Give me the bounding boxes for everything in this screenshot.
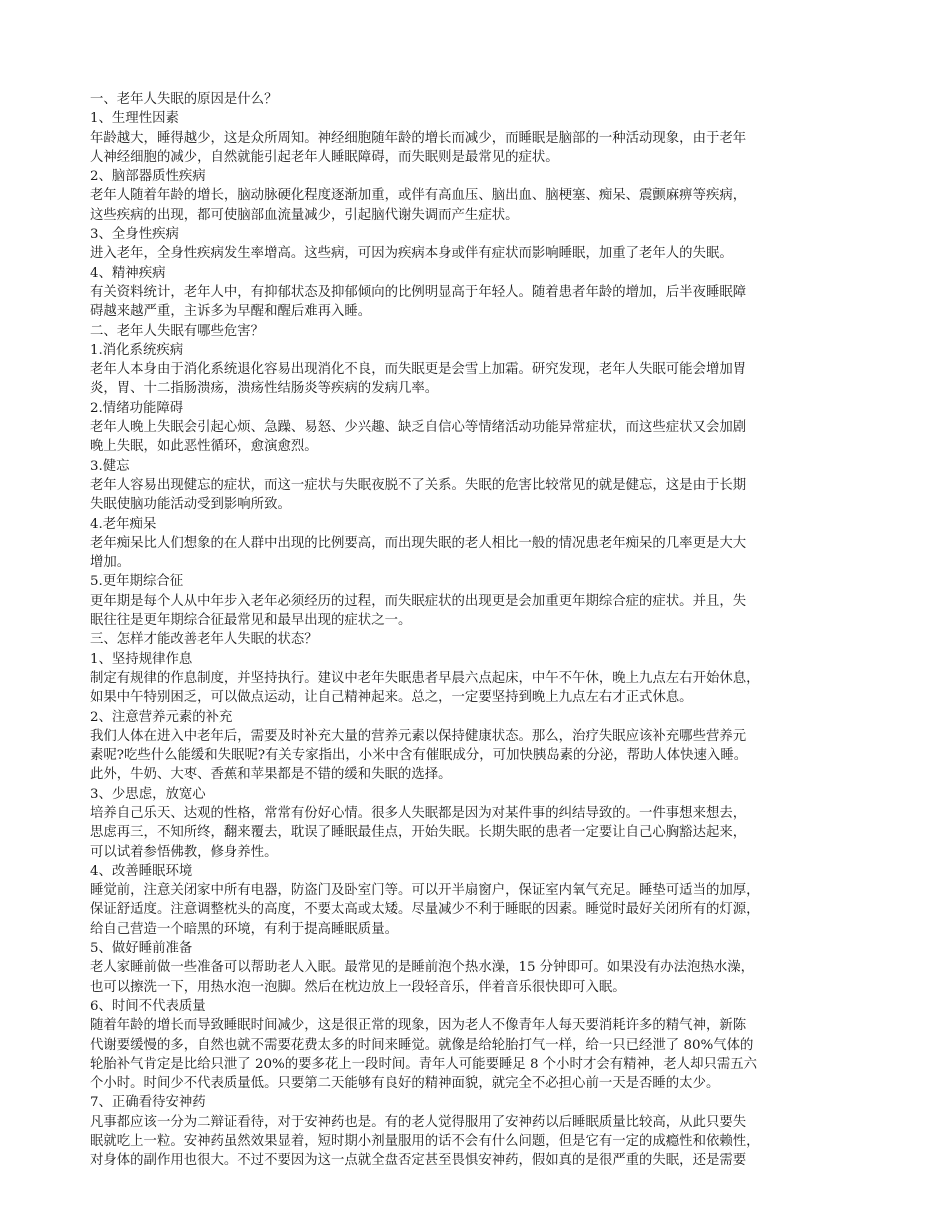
paragraph-line: 炎，胃、十二指肠溃疡，溃疡性结肠炎等疾病的发病几率。 <box>90 381 439 397</box>
paragraph-line: 代谢要缓慢的多，自然也就不需要花费太多的时间来睡觉。就像是给轮胎打气一样，给一只已经泄了 80%气体的 <box>90 1037 754 1053</box>
section-heading: 5、做好睡前准备 <box>90 941 193 957</box>
paragraph-line: 此外，牛奶、大枣、香蕉和苹果都是不错的缓和失眠的选择。 <box>90 767 452 783</box>
paragraph-line: 给自己营造一个暗黑的环境，有利于提高睡眠质量。 <box>90 921 398 937</box>
paragraph-line: 有关资料统计，老年人中，有抑郁状态及抑郁倾向的比例明显高于年轻人。随着患者年龄的增加，后半夜睡眠障 <box>90 284 747 300</box>
section-heading: 7、正确看待安神药 <box>90 1095 206 1111</box>
section-heading: 3、少思虑，放宽心 <box>90 786 206 802</box>
section-heading: 2.情绪功能障碍 <box>90 400 184 416</box>
paragraph-line: 老年人容易出现健忘的症状，而这一症状与失眠夜脱不了关系。失眠的危害比较常见的就是健忘，这是由于长期 <box>90 477 747 493</box>
section-heading: 2、脑部器质性疾病 <box>90 169 206 185</box>
section-heading: 一、老年人失眠的原因是什么？ <box>90 92 278 107</box>
paragraph-line: 老年痴呆比人们想象的在人群中出现的比例要高，而出现失眠的老人相比一般的情况患老年痴呆的几率更是大大 <box>90 535 747 551</box>
section-heading: 2、注意营养元素的补充 <box>90 709 233 725</box>
paragraph-line: 增加。 <box>90 555 131 571</box>
paragraph-line: 对身体的副作用也很大。不过不要因为这一点就全盘否定甚至畏惧安神药，假如真的是很严重的失眠，还是需要 <box>90 1153 747 1169</box>
paragraph-line: 制定有规律的作息制度，并坚持执行。建议中老年失眠患者早晨六点起床，中午不午休，晚上九点左右开始休息， <box>90 670 760 686</box>
paragraph-line: 失眠使脑功能活动受到影响所致。 <box>90 497 291 513</box>
paragraph-line: 可以试着参悟佛教，修身养性。 <box>90 844 278 860</box>
paragraph-line: 老年人本身由于消化系统退化容易出现消化不良，而失眠更是会雪上加霜。研究发现，老年人失眠可能会增加胃 <box>90 362 747 378</box>
section-heading: 4.老年痴呆 <box>90 516 157 532</box>
section-heading: 4、改善睡眠环境 <box>90 863 193 879</box>
section-heading: 三、怎样才能改善老年人失眠的状态？ <box>90 632 318 648</box>
paragraph-line: 随着年龄的增长而导致睡眠时间减少，这是很正常的现象，因为老人不像青年人每天要消耗许多的精气神，新陈 <box>90 1018 747 1034</box>
paragraph-line: 晚上失眠，如此恶性循环，愈演愈烈。 <box>90 439 318 455</box>
paragraph-line: 老人家睡前做一些准备可以帮助老人入眠。最常见的是睡前泡个热水澡，15 分钟即可。如果没有办法泡热水澡， <box>90 960 755 976</box>
section-heading: 5.更年期综合征 <box>90 574 184 590</box>
section-heading: 1.消化系统疾病 <box>90 342 184 358</box>
paragraph-line: 老年人随着年龄的增长，脑动脉硬化程度逐渐加重，或伴有高血压、脑出血、脑梗塞、痴呆、震颤麻痹等疾病， <box>90 188 747 204</box>
paragraph-line: 保证舒适度。注意调整枕头的高度，不要太高或太矮。尽量减少不利于睡眠的因素。睡觉时最好关闭所有的灯源， <box>90 902 760 918</box>
paragraph-line: 我们人体在进入中老年后，需要及时补充大量的营养元素以保持健康状态。那么，治疗失眠应该补充哪些营养元 <box>90 728 747 744</box>
paragraph-line: 老年人晚上失眠会引起心烦、急躁、易怒、少兴趣、缺乏自信心等情绪活动功能异常症状，而这些症状又会加剧 <box>90 420 747 436</box>
paragraph-line: 凡事都应该一分为二辩证看待，对于安神药也是。有的老人觉得服用了安神药以后睡眠质量比较高，从此只要失 <box>90 1114 747 1130</box>
paragraph-line: 也可以擦洗一下，用热水泡一泡脚。然后在枕边放上一段轻音乐，伴着音乐很快即可入眠。 <box>90 979 626 995</box>
paragraph-line: 年龄越大，睡得越少，这是众所周知。神经细胞随年龄的增长而减少，而睡眠是脑部的一种活动现象，由于老年 <box>90 130 747 146</box>
document-page <box>90 90 862 1171</box>
section-heading: 二、老年人失眠有哪些危害？ <box>90 323 265 339</box>
section-heading: 6、时间不代表质量 <box>90 998 206 1014</box>
paragraph-line: 人神经细胞的减少，自然就能引起老年人睡眠障碍，而失眠则是最常见的症状。 <box>90 149 559 165</box>
paragraph-line: 这些疾病的出现，都可使脑部血流量减少，引起脑代谢失调而产生症状。 <box>90 207 519 223</box>
paragraph-line: 个小时。时间少不代表质量低。只要第二天能够有良好的精神面貌，就完全不必担心前一天是否睡的太少。 <box>90 1076 720 1092</box>
paragraph-line: 培养自己乐天、达观的性格，常常有份好心情。很多人失眠都是因为对某件事的纠结导致的。一件事想来想去， <box>90 805 747 821</box>
paragraph-line: 睡觉前，注意关闭家中所有电器，防盗门及卧室门等。可以开半扇窗户，保证室内氧气充足。睡垫可适当的加厚， <box>90 883 760 899</box>
paragraph-line: 眠就吃上一粒。安神药虽然效果显着，短时期小剂量服用的话不会有什么问题，但是它有一定的成瘾性和依赖性， <box>90 1134 760 1150</box>
section-heading: 3.健忘 <box>90 458 130 474</box>
paragraph-line: 如果中午特别困乏，可以做点运动，让自己精神起来。总之，一定要坚持到晚上九点左右才正式休息。 <box>90 690 693 706</box>
paragraph-line: 更年期是每个人从中年步入老年必须经历的过程，而失眠症状的出现更是会加重更年期综合症的症状。并且，失 <box>90 593 747 609</box>
paragraph-line: 轮胎补气肯定是比给只泄了 20%的要多花上一段时间。青年人可能要睡足 8 个小时才会有精神，老人却只需五六 <box>90 1056 758 1072</box>
section-heading: 1、坚持规律作息 <box>90 651 193 667</box>
paragraph-line: 素呢?吃些什么能缓和失眠呢?有关专家指出，小米中含有催眠成分，可加快胰岛素的分泌，帮助人体快速入睡。 <box>90 748 748 764</box>
section-heading: 4、精神疾病 <box>90 265 166 281</box>
section-heading: 3、全身性疾病 <box>90 227 179 243</box>
paragraph-line: 进入老年，全身性疾病发生率增高。这些病，可因为疾病本身或伴有症状而影响睡眠，加重了老年人的失眠。 <box>90 246 733 262</box>
paragraph-line: 眠往往是更年期综合征最常见和最早出现的症状之一。 <box>90 613 412 629</box>
paragraph-line: 思虑再三，不知所终，翻来覆去，耽误了睡眠最佳点，开始失眠。长期失眠的患者一定要让自己心胸豁达起来， <box>90 825 747 841</box>
paragraph-line: 碍越来越严重，主诉多为早醒和醒后难再入睡。 <box>90 304 372 320</box>
section-heading: 1、生理性因素 <box>90 111 179 127</box>
